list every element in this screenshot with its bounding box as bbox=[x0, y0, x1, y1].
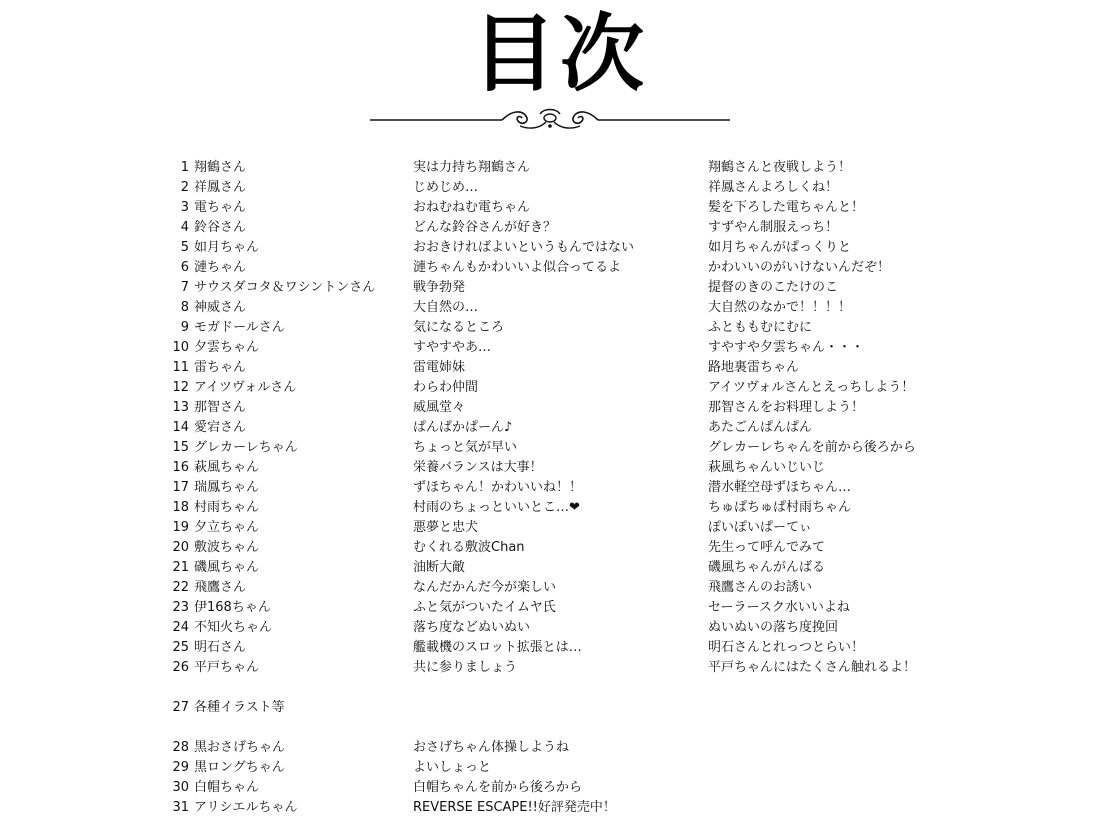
entry-name: 祥鳳さん bbox=[194, 180, 247, 195]
entry-chapter-2: すずやん制服えっち！ bbox=[708, 220, 839, 235]
toc-row bbox=[170, 638, 990, 658]
entry-name: グレカーレちゃん bbox=[194, 440, 298, 455]
entry-chapter-1: 大自然の… bbox=[413, 300, 479, 315]
entry-chapter-1: どんな鈴谷さんが好き？ bbox=[413, 220, 557, 235]
entry-chapter-1: 白帽ちゃんを前から後ろから bbox=[413, 780, 583, 795]
toc-row bbox=[170, 418, 990, 438]
toc-row bbox=[170, 178, 990, 198]
entry-chapter-1: 気になるところ bbox=[413, 320, 505, 335]
entry-number: 20 bbox=[172, 540, 189, 555]
entry-chapter-1: 雷電姉妹 bbox=[413, 360, 466, 375]
entry-chapter-2: ぬいぬいの落ち度挽回 bbox=[708, 620, 839, 635]
entry-number: 26 bbox=[172, 660, 189, 675]
toc-row bbox=[170, 658, 990, 678]
entry-chapter-2: ちゅぱちゅぱ村雨ちゃん bbox=[708, 500, 852, 515]
entry-chapter-1: おさげちゃん体操しようね bbox=[413, 740, 570, 755]
entry-chapter-1: おねむねむ電ちゃん bbox=[413, 200, 531, 215]
entry-chapter-2: 先生って呼んでみて bbox=[708, 540, 826, 555]
entry-name: 磯風ちゃん bbox=[194, 560, 260, 575]
entry-number: 7 bbox=[180, 280, 189, 295]
toc-row bbox=[170, 318, 990, 338]
entry-number: 10 bbox=[172, 340, 189, 355]
entry-chapter-1: 漣ちゃんもかわいいよ似合ってるよ bbox=[413, 260, 622, 275]
entry-name: 平戸ちゃん bbox=[194, 660, 260, 675]
toc-row bbox=[170, 578, 990, 598]
entry-chapter-1: ぱんぱかぱーん♪ bbox=[413, 420, 513, 435]
entry-number: 22 bbox=[172, 580, 189, 595]
entry-number: 24 bbox=[172, 620, 189, 635]
entry-name: 電ちゃん bbox=[194, 200, 247, 215]
entry-chapter-1: 悪夢と忠犬 bbox=[413, 520, 479, 535]
entry-number: 18 bbox=[172, 500, 189, 515]
flourish-divider bbox=[370, 106, 730, 134]
entry-chapter-2: 路地裏雷ちゃん bbox=[708, 360, 800, 375]
entry-number: 9 bbox=[180, 320, 189, 335]
toc-row bbox=[170, 738, 990, 758]
entry-number: 13 bbox=[172, 400, 189, 415]
entry-number: 14 bbox=[172, 420, 189, 435]
toc-row bbox=[170, 758, 990, 778]
entry-chapter-1: すやすやあ… bbox=[413, 340, 492, 355]
entry-number: 29 bbox=[172, 760, 189, 775]
entry-chapter-1: 威風堂々 bbox=[413, 400, 466, 415]
entry-name: モガドールさん bbox=[194, 320, 285, 335]
toc-row bbox=[170, 398, 990, 418]
entry-number: 28 bbox=[172, 740, 189, 755]
toc-entries-b bbox=[170, 738, 990, 818]
entry-number: 5 bbox=[180, 240, 189, 255]
toc-row bbox=[170, 478, 990, 498]
entry-chapter-1: おおきければよいというもんではない bbox=[413, 240, 635, 255]
entry-name: 黒ロングちゃん bbox=[194, 760, 285, 775]
toc-row bbox=[170, 298, 990, 318]
entry-number: 23 bbox=[172, 600, 189, 615]
entry-name: 雷ちゃん bbox=[194, 360, 247, 375]
entry-name: アイツヴォルさん bbox=[194, 380, 297, 395]
entry-name: 敷波ちゃん bbox=[194, 540, 260, 555]
entry-number: 27 bbox=[172, 700, 189, 715]
entry-chapter-2: 磯風ちゃんがんばる bbox=[708, 560, 826, 575]
toc-row bbox=[170, 258, 990, 278]
entry-name: 夕雲ちゃん bbox=[194, 340, 260, 355]
toc-row bbox=[170, 378, 990, 398]
entry-name: サウスダコタ＆ワシントンさん bbox=[194, 280, 376, 295]
entry-name: アリシエルちゃん bbox=[194, 800, 298, 815]
entry-chapter-1: わらわ仲間 bbox=[413, 380, 479, 395]
toc-row bbox=[170, 338, 990, 358]
entry-name: 如月ちゃん bbox=[194, 240, 260, 255]
entry-chapter-2: 那智さんをお料理しよう！ bbox=[708, 400, 865, 415]
entry-name: 各種イラスト等 bbox=[194, 700, 285, 715]
entry-chapter-2: 萩風ちゃんいじいじ bbox=[708, 460, 826, 475]
entry-chapter-1: 落ち度などぬいぬい bbox=[413, 620, 531, 635]
toc-row bbox=[170, 498, 990, 518]
entry-chapter-1: むくれる敷波Chan bbox=[413, 540, 525, 555]
entry-number: 6 bbox=[180, 260, 189, 275]
toc-row bbox=[170, 518, 990, 538]
entry-name: 村雨ちゃん bbox=[194, 500, 260, 515]
entry-number: 16 bbox=[172, 460, 189, 475]
entry-chapter-2: グレカーレちゃんを前から後ろから bbox=[708, 440, 916, 455]
entry-number: 3 bbox=[180, 200, 189, 215]
toc-row bbox=[170, 438, 990, 458]
entry-name: 伊168ちゃん bbox=[194, 600, 271, 615]
toc-row bbox=[170, 538, 990, 558]
entry-number: 31 bbox=[172, 800, 189, 815]
toc-row bbox=[170, 558, 990, 578]
entry-chapter-2: 祥鳳さんよろしくね！ bbox=[708, 180, 839, 195]
entry-name: 神威さん bbox=[194, 300, 247, 315]
entry-chapter-2: ぽいぽいぱーてぃ bbox=[708, 520, 812, 535]
entry-chapter-2: 髪を下ろした電ちゃんと！ bbox=[708, 200, 865, 215]
entry-name: 愛宕さん bbox=[194, 420, 247, 435]
entry-chapter-1: 栄養バランスは大事！ bbox=[413, 460, 543, 475]
entry-number: 1 bbox=[180, 160, 189, 175]
toc-row bbox=[170, 198, 990, 218]
toc-row bbox=[170, 158, 990, 178]
entry-number: 11 bbox=[172, 360, 189, 375]
toc-row bbox=[170, 598, 990, 618]
entry-chapter-2: すやすや夕雲ちゃん・・・ bbox=[708, 340, 865, 355]
entry-chapter-1: 実は力持ち翔鶴さん bbox=[413, 160, 531, 175]
entry-name: 鈴谷さん bbox=[194, 220, 247, 235]
toc-row bbox=[170, 358, 990, 378]
entry-chapter-2: 潜水軽空母ずほちゃん… bbox=[708, 480, 852, 495]
entry-name: 黒おさげちゃん bbox=[194, 740, 286, 755]
entry-name: 翔鶴さん bbox=[194, 160, 247, 175]
entry-number: 30 bbox=[172, 780, 189, 795]
entry-chapter-1: 共に参りましょう bbox=[413, 660, 518, 675]
entry-chapter-1: 戦争勃発 bbox=[413, 280, 466, 295]
entry-chapter-1: ふと気がついたイムヤ氏 bbox=[413, 600, 556, 615]
entry-number: 4 bbox=[180, 220, 189, 235]
entry-number: 21 bbox=[172, 560, 189, 575]
toc-row bbox=[170, 238, 990, 258]
entry-chapter-2: 明石さんとれっつとらい！ bbox=[708, 640, 865, 655]
table-of-contents bbox=[170, 158, 990, 818]
spacer bbox=[170, 718, 990, 738]
entry-name: 漣ちゃん bbox=[194, 260, 247, 275]
page-title: 目次 bbox=[471, 5, 648, 103]
entry-chapter-1: ちょっと気が早い bbox=[413, 440, 518, 455]
entry-chapter-1: よいしょっと bbox=[413, 760, 492, 775]
entry-chapter-2: 提督のきのこたけのこ bbox=[708, 280, 839, 295]
entry-name: 不知火ちゃん bbox=[194, 620, 273, 635]
entry-name: 瑞鳳ちゃん bbox=[194, 480, 260, 495]
entry-chapter-2: ふとももむにむに bbox=[708, 320, 813, 335]
toc-row bbox=[170, 798, 990, 818]
entry-name: 萩風ちゃん bbox=[194, 460, 260, 475]
entry-chapter-2: 大自然のなかで！！！！ bbox=[708, 300, 852, 315]
entry-chapter-2: 飛鷹さんのお誘い bbox=[708, 580, 813, 595]
toc-entries bbox=[170, 158, 990, 678]
entry-chapter-1: なんだかんだ今が楽しい bbox=[413, 580, 557, 595]
toc-row bbox=[170, 698, 990, 718]
entry-chapter-1: 油断大敵 bbox=[413, 560, 466, 575]
entry-number: 2 bbox=[180, 180, 189, 195]
entry-chapter-2: セーラースク水いいよね bbox=[708, 600, 850, 615]
entry-chapter-1: ずほちゃん！かわいいね！！ bbox=[413, 480, 583, 495]
entry-number: 12 bbox=[172, 380, 189, 395]
toc-row bbox=[170, 618, 990, 638]
toc-row bbox=[170, 278, 990, 298]
entry-chapter-2: かわいいのがいけないんだぞ！ bbox=[708, 260, 891, 275]
entry-number: 15 bbox=[172, 440, 189, 455]
entry-chapter-1: REVERSE ESCAPE!!好評発売中！ bbox=[413, 800, 616, 815]
entry-number: 8 bbox=[180, 300, 189, 315]
entry-name: 飛鷹さん bbox=[194, 580, 247, 595]
entry-chapter-1: じめじめ… bbox=[413, 180, 479, 195]
entry-chapter-2: アイツヴォルさんとえっちしよう！ bbox=[708, 380, 915, 395]
entry-name: 白帽ちゃん bbox=[194, 780, 260, 795]
entry-chapter-2: あたごんぱんぱん bbox=[708, 420, 813, 435]
entry-number: 17 bbox=[172, 480, 189, 495]
toc-row bbox=[170, 778, 990, 798]
entry-chapter-1: 村雨のちょっといいとこ…❤ bbox=[413, 500, 580, 515]
entry-number: 19 bbox=[172, 520, 189, 535]
entry-number: 25 bbox=[172, 640, 189, 655]
entry-name: 明石さん bbox=[194, 640, 247, 655]
entry-chapter-2: 翔鶴さんと夜戦しよう！ bbox=[708, 160, 852, 175]
spacer bbox=[170, 678, 990, 698]
entry-chapter-2: 如月ちゃんがぱっくりと bbox=[708, 240, 852, 255]
toc-row bbox=[170, 458, 990, 478]
entry-name: 夕立ちゃん bbox=[194, 520, 260, 535]
entry-chapter-2: 平戸ちゃんにはたくさん触れるよ！ bbox=[708, 660, 917, 675]
toc-row bbox=[170, 218, 990, 238]
entry-name: 那智さん bbox=[194, 400, 247, 415]
entry-chapter-1: 艦載機のスロット拡張とは… bbox=[413, 640, 582, 655]
